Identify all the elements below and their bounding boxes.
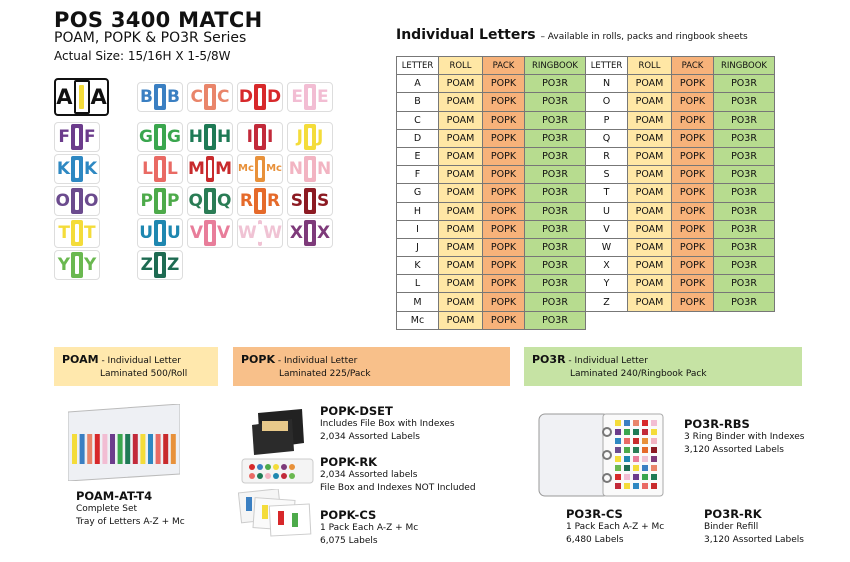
label-tray-image (68, 404, 180, 481)
letter-label-c: C C (187, 82, 233, 112)
letter-label-o: O O (54, 186, 100, 216)
letter-label-u: U U (137, 218, 183, 248)
po3r-code: PO3R (532, 353, 566, 366)
product-popk-cs: POPK-CS 1 Pack Each A-Z + Mc 6,075 Labels (320, 508, 419, 546)
table-row: J POAM POPK PO3R W POAM POPK PO3R (397, 238, 775, 256)
table-row: E POAM POPK PO3R R POAM POPK PO3R (397, 147, 775, 165)
product-po3r-cs: PO3R-CS 1 Pack Each A-Z + Mc 6,480 Labels (566, 507, 665, 545)
letter-label-q: Q Q (187, 186, 233, 216)
letter-label-s: S S (287, 186, 333, 216)
file-box-image (248, 405, 308, 455)
letter-label-d: D D (237, 82, 283, 112)
letter-label-f: F F (54, 122, 100, 152)
product-po3r-rk: PO3R-RK Binder Refill 3,120 Assorted Labels (704, 507, 804, 545)
letter-label-z: Z Z (137, 250, 183, 280)
th-letter: LETTER (586, 57, 628, 75)
th-pack: PACK (483, 57, 525, 75)
table-row: I POAM POPK PO3R V POAM POPK PO3R (397, 220, 775, 238)
popk-code: POPK (241, 353, 275, 366)
table-row: M POAM POPK PO3R Z POAM POPK PO3R (397, 293, 775, 311)
letter-label-l: L L (137, 154, 183, 184)
table-row: L POAM POPK PO3R Y POAM POPK PO3R (397, 275, 775, 293)
table-row: K POAM POPK PO3R X POAM POPK PO3R (397, 257, 775, 275)
letters-table (396, 56, 775, 330)
product-popk-dset: POPK-DSET Includes File Box with Indexes 2,034 Assorted Labels (320, 404, 455, 442)
product-poam-at-t4: POAM-AT-T4 Complete Set Tray of Letters A-Z + Mc (76, 489, 185, 527)
table-row: Mc POAM POPK PO3R (397, 311, 775, 329)
popk-band: POPK - Individual Letter Laminated 225/Pack (233, 347, 510, 386)
letter-label-b: B B (137, 82, 183, 112)
letter-label-e: E E (287, 82, 333, 112)
letter-label-y: Y Y (54, 250, 100, 280)
po3r-band: PO3R - Individual Letter Laminated 240/Ringbook Pack (524, 347, 802, 386)
th-letter: LETTER (397, 57, 439, 75)
letter-label-p: P P (137, 186, 183, 216)
letter-label-t: T T (54, 218, 100, 248)
table-row: G POAM POPK PO3R T POAM POPK PO3R (397, 184, 775, 202)
th-pack: PACK (672, 57, 714, 75)
table-row: C POAM POPK PO3R P POAM POPK PO3R (397, 111, 775, 129)
table-row: D POAM POPK PO3R Q POAM POPK PO3R (397, 129, 775, 147)
letter-label-h: H H (187, 122, 233, 152)
letter-label-x: X X (287, 218, 333, 248)
product-po3r-rbs: PO3R-RBS 3 Ring Binder with Indexes 3,120 Assorted Labels (684, 417, 805, 455)
product-popk-rk: POPK-RK 2,034 Assorted labels File Box and Indexes NOT Included (320, 455, 476, 493)
actual-size: Actual Size: 15/16H X 1-5/8W (54, 49, 231, 63)
letter-label-k: K K (54, 154, 100, 184)
th-roll: ROLL (628, 57, 672, 75)
table-row: B POAM POPK PO3R O POAM POPK PO3R (397, 93, 775, 111)
letter-label-n: N N (287, 154, 333, 184)
table-row: H POAM POPK PO3R U POAM POPK PO3R (397, 202, 775, 220)
letter-label-w: W W (237, 218, 283, 248)
th-ringbook: RINGBOOK (525, 57, 586, 75)
series-subtitle: POAM, POPK & PO3R Series (54, 30, 247, 46)
letter-label-g: G G (137, 122, 183, 152)
letter-label-j: J J (287, 122, 333, 152)
ring-binder-image (537, 410, 667, 500)
label-packs-image (238, 489, 314, 539)
poam-code: POAM (62, 353, 99, 366)
letter-label-r: R R (237, 186, 283, 216)
letter-label-v: V V (187, 218, 233, 248)
letter-label-mc: Mc Mc (237, 154, 283, 184)
letter-label-m: M M (187, 154, 233, 184)
th-ringbook: RINGBOOK (714, 57, 775, 75)
table-title: Individual Letters – Available in rolls, packs and ringbook sheets (396, 27, 748, 43)
th-roll: ROLL (439, 57, 483, 75)
label-sheets-image (240, 455, 315, 485)
table-row: A POAM POPK PO3R N POAM POPK PO3R (397, 75, 775, 93)
letter-label-i: I I (237, 122, 283, 152)
table-header-row (397, 57, 775, 75)
table-row: F POAM POPK PO3R S POAM POPK PO3R (397, 166, 775, 184)
letter-label-a: A A (54, 78, 109, 116)
page-title: POS 3400 MATCH (54, 8, 263, 32)
poam-band: POAM - Individual Letter Laminated 500/Roll (54, 347, 218, 386)
